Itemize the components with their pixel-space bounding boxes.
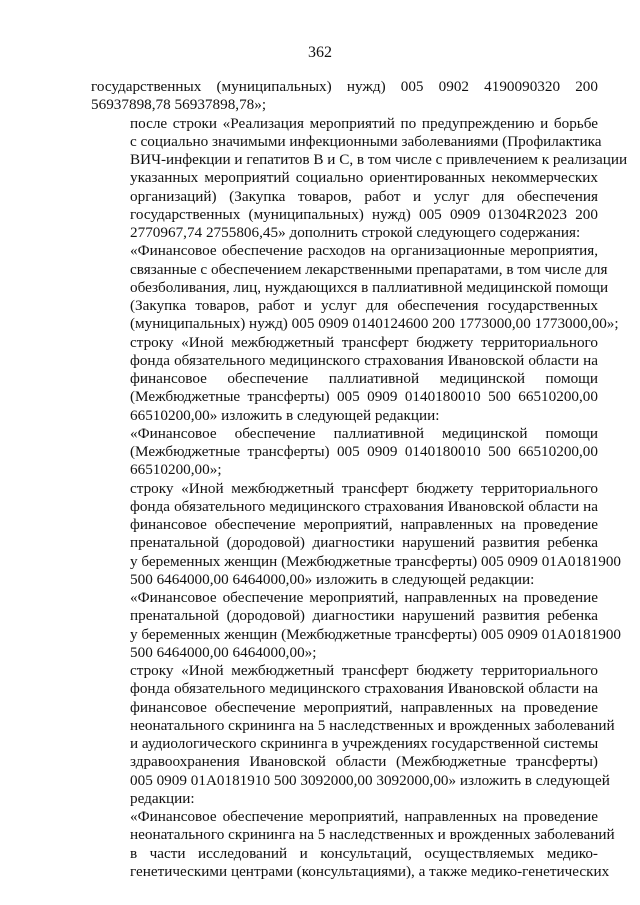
text-line: (муниципальных) нужд) 005 0909 0140124600 200 1773000,00 1773000,00»;: [130, 315, 619, 333]
text-line: после строки «Реализация мероприятий по предупреждению и борьбе: [130, 114, 598, 132]
text-line: 500 6464000,00 6464000,00» изложить в следующей редакции:: [130, 570, 535, 588]
text-line: здравоохранения Ивановской области (Межбюджетные трансферты): [130, 753, 598, 771]
text-line: (Межбюджетные трансферты) 005 0909 0140180010 500 66510200,00: [130, 388, 598, 406]
document-body: [91, 78, 628, 881]
text-line: 005 0909 01А0181910 500 3092000,00 3092000,00» изложить в следующей: [130, 771, 610, 789]
text-line: строку «Иной межбюджетный трансферт бюджету территориального: [130, 662, 598, 679]
text-line: (Закупка товаров, работ и услуг для обеспечения государственных: [130, 297, 598, 314]
paragraph: [91, 334, 598, 425]
paragraph: [91, 662, 615, 808]
text-line: фонда обязательного медицинского страхования Ивановской области на: [130, 497, 598, 515]
paragraph: [91, 425, 598, 480]
text-line: организаций) (Закупка товаров, работ и услуг для обеспечения: [130, 187, 598, 205]
text-line: с социально значимыми инфекционными заболеваниями (Профилактика: [130, 132, 602, 150]
paragraph: [91, 479, 622, 590]
paragraph: [91, 808, 615, 881]
text-line: строку «Иной межбюджетный трансферт бюджету территориального: [130, 333, 598, 351]
text-line: 2770967,74 2755806,45» дополнить строкой следующего содержания:: [130, 224, 581, 241]
text-line: указанных мероприятий социально ориентированных некоммерческих: [130, 169, 598, 187]
paragraph: [91, 242, 619, 333]
paragraph: [91, 78, 598, 115]
text-line: фонда обязательного медицинского страхования Ивановской области на: [130, 351, 598, 369]
text-line: обезболивания, лиц, нуждающихся в паллиативной медицинской помощи: [130, 278, 609, 296]
text-line: в части исследований и консультаций, осуществляемых медико-: [130, 844, 598, 862]
text-line: (Межбюджетные трансферты) 005 0909 0140180010 500 66510200,00: [130, 443, 598, 460]
page-number: 362: [308, 44, 332, 61]
text-line: «Финансовое обеспечение расходов на организационные мероприятия,: [130, 242, 598, 260]
text-line: пренатальной (дородовой) диагностики нарушений развития ребенка: [130, 607, 598, 625]
paragraph: [91, 114, 628, 243]
text-line: строку «Иной межбюджетный трансферт бюджету территориального: [130, 479, 598, 497]
text-line: «Финансовое обеспечение мероприятий, направленных на проведение: [130, 589, 598, 606]
text-line: у беременных женщин (Межбюджетные трансферты) 005 0909 01А0181900: [130, 625, 622, 643]
text-line: у беременных женщин (Межбюджетные трансферты) 005 0909 01А0181900: [130, 552, 622, 570]
text-line: финансовое обеспечение мероприятий, направленных на проведение: [130, 516, 598, 533]
text-line: связанные с обеспечением лекарственными препаратами, в том числе для: [130, 260, 608, 278]
text-line: редакции:: [130, 789, 195, 807]
text-line: «Финансовое обеспечение паллиативной медицинской помощи: [130, 424, 598, 442]
text-line: государственных (муниципальных) нужд) 005 0909 01304R2023 200: [130, 205, 598, 223]
text-line: и аудиологического скрининга в учреждениях государственной системы: [130, 735, 599, 752]
text-line: неонатального скрининга на 5 наследственных и врожденных заболеваний: [130, 716, 615, 734]
text-line: ВИЧ-инфекции и гепатитов B и C, в том числе с привлечением к реализации: [130, 151, 628, 168]
text-line: 56937898,78 56937898,78»;: [91, 96, 267, 114]
text-line: государственных (муниципальных) нужд) 005 0902 4190090320 200: [91, 78, 598, 95]
text-line: пренатальной (дородовой) диагностики нарушений развития ребенка: [130, 534, 598, 552]
text-line: генетическими центрами (консультациями), а также медико-генетических: [130, 862, 610, 880]
text-line: неонатального скрининга на 5 наследственных и врожденных заболеваний: [130, 826, 615, 844]
text-line: 66510200,00»;: [130, 461, 222, 479]
text-line: финансовое обеспечение мероприятий, направленных на проведение: [130, 698, 598, 716]
paragraph: [91, 589, 622, 662]
text-line: фонда обязательного медицинского страхования Ивановской области на: [130, 680, 598, 698]
text-line: финансовое обеспечение паллиативной медицинской помощи: [130, 370, 598, 387]
text-line: 66510200,00» изложить в следующей редакции:: [130, 406, 440, 424]
text-line: 500 6464000,00 6464000,00»;: [130, 643, 317, 661]
text-line: «Финансовое обеспечение мероприятий, направленных на проведение: [130, 808, 598, 825]
